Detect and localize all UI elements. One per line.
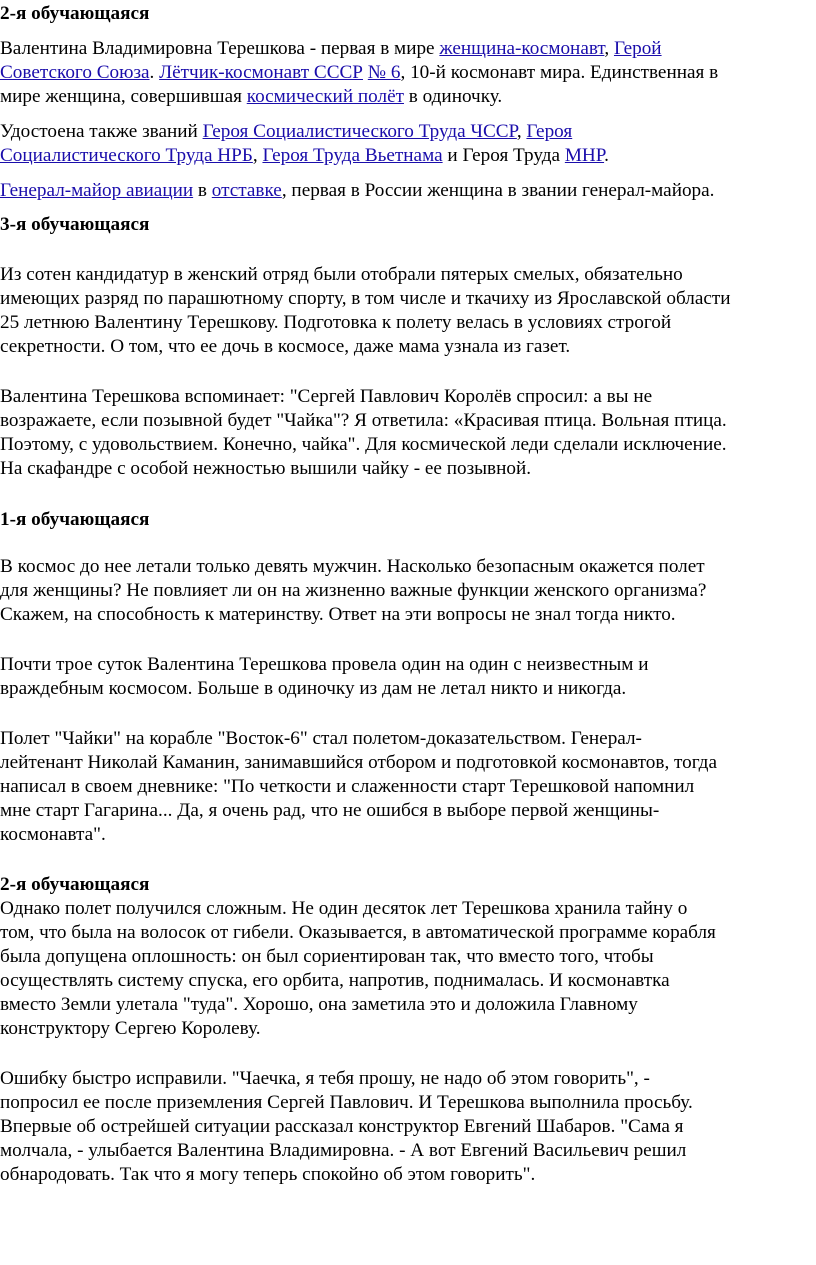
heading-student-3: 3-я обучающаяся: [0, 214, 150, 235]
p1-text-6: мире женщина, совершившая: [0, 86, 247, 107]
p9-line-4: осуществлять систему спуска, его орбита, напротив, поднималась. И космонавтка: [0, 970, 670, 991]
link-hero-labor-nrb-part-2[interactable]: Социалистического Труда НРБ: [0, 145, 253, 166]
p1-text-7: в одиночку.: [403, 86, 503, 107]
link-woman-cosmonaut[interactable]: женщина-космонавт: [439, 38, 605, 59]
p7-line-2: враждебным космосом. Больше в одиночку из дам не летал никто и никогда.: [0, 678, 627, 699]
p4-line-2: имеющих разряд по парашютному спорту, в том числе и ткачиху из Ярославской области: [0, 288, 731, 309]
p1-line-3: [0, 85, 502, 109]
p9-line-1: Однако полет получился сложным. Не один десяток лет Терешкова хранила тайну о: [0, 898, 688, 919]
p10-line-4: молчала, - улыбается Валентина Владимировна. - А вот Евгений Васильевич решил: [0, 1140, 687, 1161]
p3-text-1: в: [193, 180, 212, 201]
link-hero-labor-vietnam[interactable]: Героя Труда Вьетнама: [262, 145, 443, 166]
p6-line-3: Скажем, на способность к материнству. Ответ на эти вопросы не знал тогда никто.: [0, 604, 676, 625]
p1-line-2: [0, 61, 718, 85]
p2-text-2: ,: [516, 121, 527, 142]
p1-text-5: , 10-й космонавт мира. Единственная в: [400, 62, 719, 83]
p8-line-5: космонавта".: [0, 824, 106, 845]
p10-line-5: обнародовать. Так что я могу теперь спокойно об этом говорить".: [0, 1164, 536, 1185]
p2-text-3: ,: [252, 145, 263, 166]
p2-text-1: Удостоена также званий: [0, 121, 203, 142]
heading-student-2: 2-я обучающаяся: [0, 3, 150, 24]
p9-line-5: вместо Земли улетала "туда". Хорошо, она заметила это и доложила Главному: [0, 994, 638, 1015]
p1-text-3: .: [149, 62, 160, 83]
link-space-flight[interactable]: космический полёт: [246, 86, 404, 107]
link-hero-part-2[interactable]: Советского Союза: [0, 62, 150, 83]
p8-line-2: лейтенант Николай Каманин, занимавшийся отбором и подготовкой космонавтов, тогда: [0, 752, 717, 773]
p9-line-2: том, что была на волосок от гибели. Оказывается, в автоматической программе корабля: [0, 922, 716, 943]
heading-student-2-second: 2-я обучающаяся: [0, 874, 150, 895]
link-retirement[interactable]: отставке: [211, 180, 282, 201]
p2-line-1: [0, 120, 572, 144]
link-hero-labor-nrb-part-1[interactable]: Героя: [526, 121, 573, 142]
p3-text-2: , первая в России женщина в звании генерал-майора.: [281, 180, 715, 201]
p9-line-6: конструктору Сергею Королеву.: [0, 1018, 261, 1039]
p4-line-3: 25 летнюю Валентину Терешкову. Подготовка к полету велась в условиях строгой: [0, 312, 672, 333]
link-hero-part-1[interactable]: Герой: [613, 38, 662, 59]
p10-line-3: Впервые об острейшей ситуации рассказал конструктор Евгений Шабаров. "Сама я: [0, 1116, 684, 1137]
p10-line-2: попросил ее после приземления Сергей Павлович. И Терешкова выполнила просьбу.: [0, 1092, 693, 1113]
p5-line-1: Валентина Терешкова вспоминает: "Сергей Павлович Королёв спросил: а вы не: [0, 386, 653, 407]
p5-line-2: возражаете, если позывной будет "Чайка"? Я ответила: «Красивая птица. Вольная птица.: [0, 410, 727, 431]
p1-line-1: [0, 37, 662, 61]
p8-line-3: написал в своем дневнике: "По четкости и слаженности старт Терешковой напомнил: [0, 776, 695, 797]
p9-line-3: была допущена оплошность: он был сориентирован так, что вместо того, чтобы: [0, 946, 654, 967]
p10-line-1: Ошибку быстро исправили. "Чаечка, я тебя прошу, не надо об этом говорить", -: [0, 1068, 650, 1089]
p5-line-3: Поэтому, с удовольствием. Конечно, чайка". Для космической леди сделали исключение.: [0, 434, 727, 455]
p2-text-4: и Героя Труда: [442, 145, 565, 166]
p8-line-1: Полет "Чайки" на корабле "Восток-6" стал полетом-доказательством. Генерал-: [0, 728, 642, 749]
link-mnr[interactable]: МНР: [564, 145, 605, 166]
p2-line-2: [0, 144, 609, 168]
p5-line-4: На скафандре с особой нежностью вышили чайку - ее позывной.: [0, 458, 532, 479]
link-number-6[interactable]: № 6: [367, 62, 401, 83]
p6-line-1: В космос до нее летали только девять мужчин. Насколько безопасным окажется полет: [0, 556, 705, 577]
p1-text-1: Валентина Владимировна Терешкова - первая в мире: [0, 38, 440, 59]
p2-text-5: .: [604, 145, 609, 166]
p8-line-4: мне старт Гагарина... Да, я очень рад, что не ошибся в выборе первой женщины-: [0, 800, 660, 821]
heading-student-1: 1-я обучающаяся: [0, 509, 150, 530]
link-hero-labor-cssr[interactable]: Героя Социалистического Труда ЧССР: [202, 121, 517, 142]
link-major-general[interactable]: Генерал-майор авиации: [0, 180, 194, 201]
p4-line-4: секретности. О том, что ее дочь в космосе, даже мама узнала из газет.: [0, 336, 571, 357]
p3-line-1: [0, 179, 714, 203]
p7-line-1: Почти трое суток Валентина Терешкова провела один на один с неизвестным и: [0, 654, 649, 675]
p1-text-2: ,: [604, 38, 614, 59]
p4-line-1: Из сотен кандидатур в женский отряд были отобрали пятерых смелых, обязательно: [0, 264, 683, 285]
p6-line-2: для женщины? Не повлияет ли он на жизненно важные функции женского организма?: [0, 580, 707, 601]
link-pilot-cosmonaut[interactable]: Лётчик-космонавт СССР: [159, 62, 363, 83]
